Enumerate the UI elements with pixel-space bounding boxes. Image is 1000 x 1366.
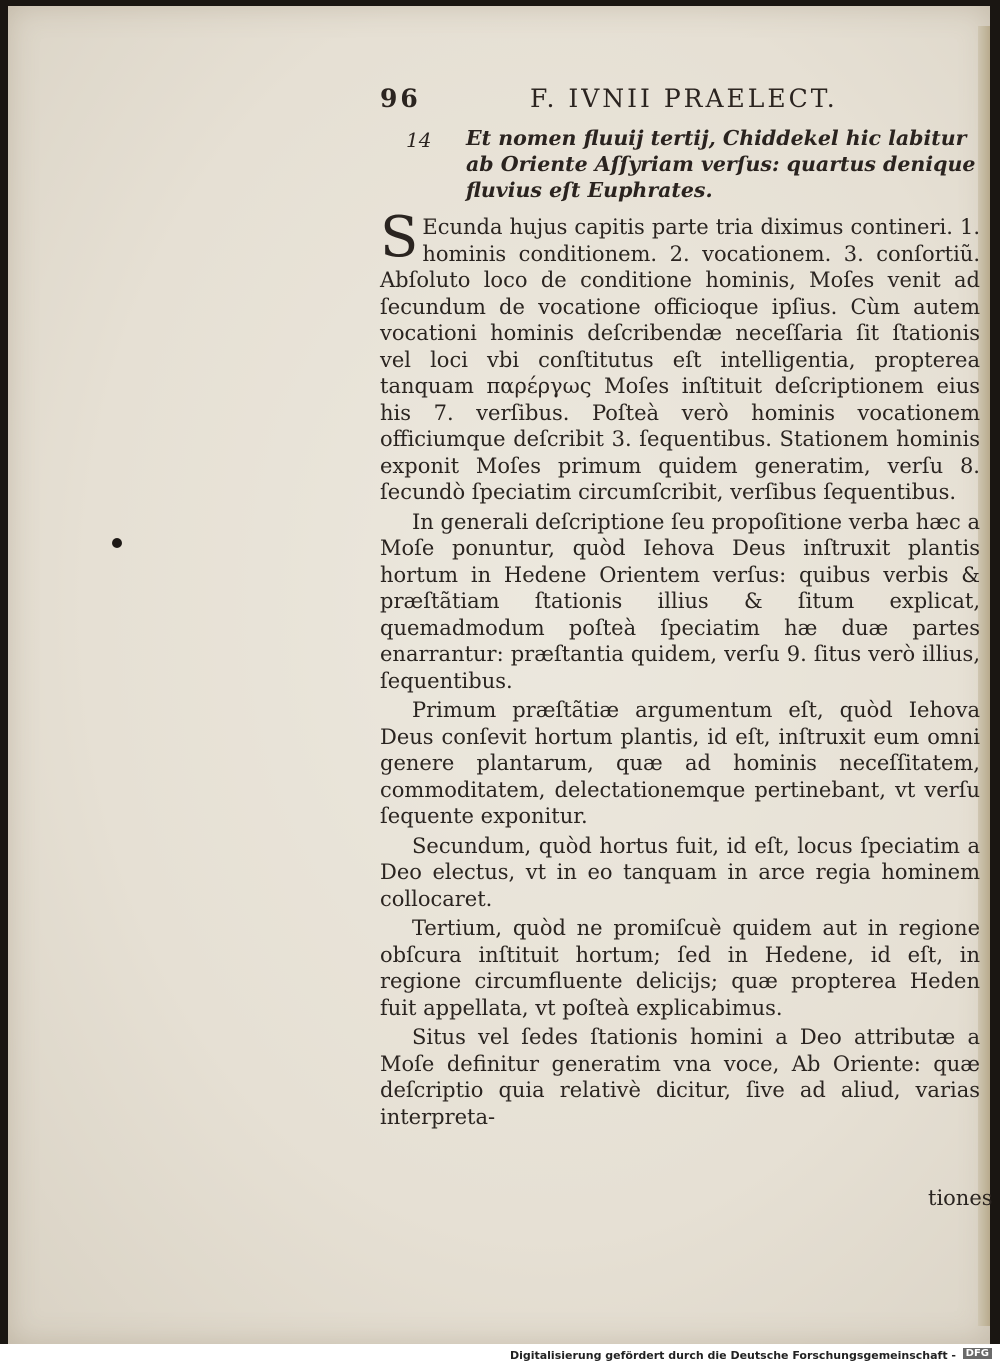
digitization-footer [0,1344,1000,1366]
page-number: 96 [380,84,421,113]
paragraph-3: Primum præſtãtiæ argumentum eſt, quòd Iehova Deus conſevit hortum plantis, id eſt, inſtruxit eum omni genere plantarum, quæ ad hominis neceſſitatem, commoditatem, delectationemque pertinebant, vt verſu ſequente exponitur. [380,698,980,828]
dfg-logo: DFG [963,1348,992,1359]
paragraph-6: Situs vel ſedes ſtationis homini a Deo attributæ a Moſe definitur generatim vna voce, Ab Oriente: quæ deſcriptio quia relativè dicitur, ſive ad aliud, varias interpreta- [380,1025,980,1129]
commentary-body [380,205,980,1130]
paragraph-1-text: Ecunda hujus capitis parte tria diximus contineri. 1. hominis conditionem. 2. vocationem. 3. conſortiũ. Abſoluto loco de conditione hominis, Moſes venit ad ſecundum de vocatione officioque ipſius. Cùm autem vocationi hominis deſcribendæ neceſſaria ſit ſtationis vel loci vbi conſtitutus eſt intelligentia, propterea tanquam παρέργως Moſes inſtituit deſcriptionem eius his 7. verſibus. Poſteà verò hominis vocationem officiumque deſcribit 3. ſequentibus. Stationem hominis exponit Moſes primum quidem generatim, verſu 8. ſecundò ſpeciatim circumſcribit, verſibus ſequentibus. [380,215,980,504]
drop-cap: S [380,205,419,270]
page-header [380,84,850,118]
funding-credit: Digitalisierung gefördert durch die Deutsche Forschungsgemeinschaft - [509,1349,956,1362]
ink-spot [112,538,122,548]
verse-number: 14 [406,128,432,152]
paragraph-2: In generali deſcriptione ſeu propoſitione verba hæc a Moſe ponuntur, quòd Iehova Deus inſtruxit plantis hortum in Hedene Orientem verſus: quibus verbis & præſtãtiam ſtationis illius & ſitum explicat, quemadmodum poſteà ſpeciatim hæ duæ partes enarrantur: præſtantia quidem, verſu 9. ſitus verò illius, ſequentibus. [380,509,980,693]
verse-text: Et nomen fluuij tertij, Chiddekel hic labitur ab Oriente Aſſyriam verſus: quartus denique fluvius eſt Euphrates. [466,126,976,202]
paragraph-4: Secundum, quòd hortus fuit, id eſt, locus ſpeciatim a Deo electus, vt in eo tanquam in arce regia hominem collocaret. [380,833,980,911]
paragraph-1 [380,205,980,506]
catchword: tiones [928,1186,993,1210]
running-title: F. IVNII PRAELECT. [530,84,838,113]
book-page [8,6,993,1344]
paragraph-5: Tertium, quòd ne promiſcuè quidem aut in regione obſcura inſtituit hortum; ſed in Hedene, id eſt, in regione circumfluente delicijs; quæ propterea Heden fuit appellata, vt poſteà explicabimus. [380,916,980,1020]
